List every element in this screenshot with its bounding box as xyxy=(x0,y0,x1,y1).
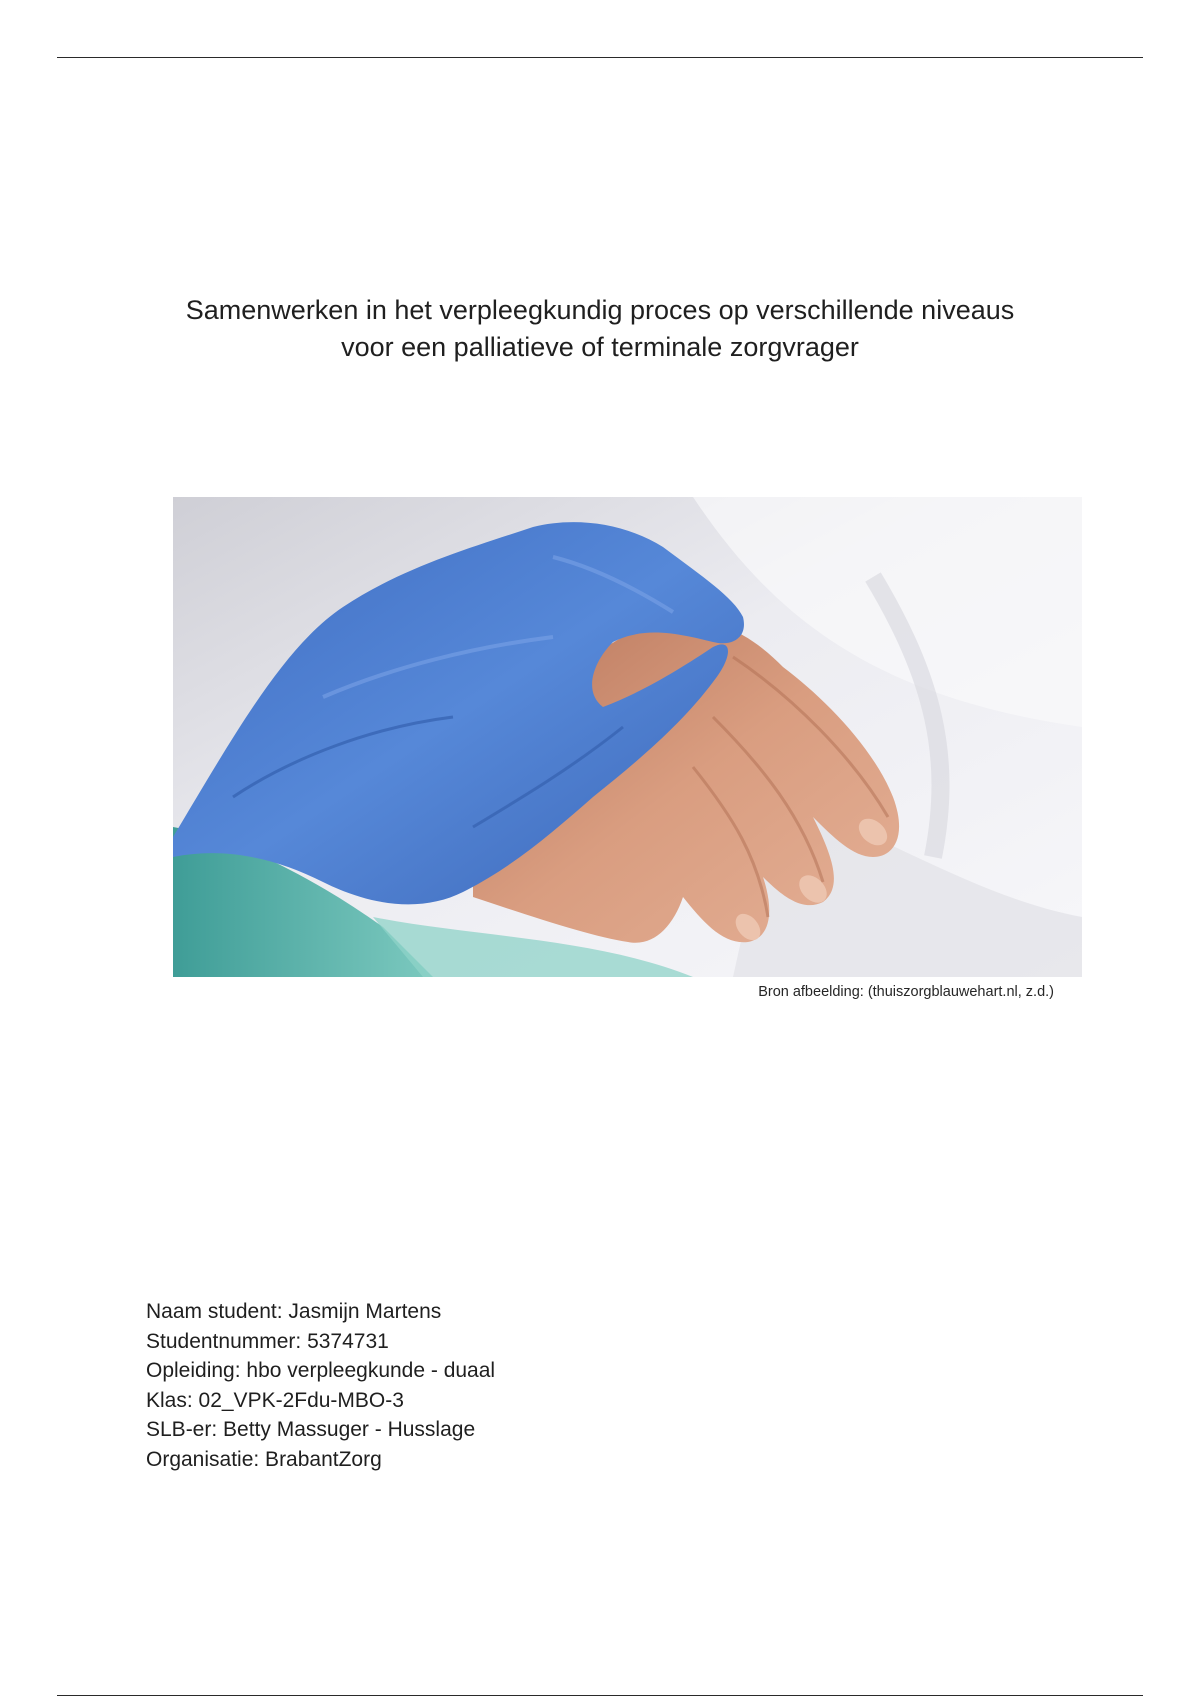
bottom-rule xyxy=(57,1695,1143,1696)
student-name: Naam student: Jasmijn Martens xyxy=(146,1300,442,1323)
student-number: Studentnummer: 5374731 xyxy=(146,1329,389,1353)
title-line-2: voor een palliatieve of terminale zorgvrager xyxy=(341,332,859,362)
document-title xyxy=(0,292,1200,366)
title-line-1: Samenwerken in het verpleegkundig proces op verschillende niveaus xyxy=(185,295,1015,325)
class: Klas: 02_VPK-2Fdu-MBO-3 xyxy=(146,1388,404,1412)
study-program: Opleiding: hbo verpleegkunde - duaal xyxy=(146,1359,496,1382)
study-coach: SLB-er: Betty Massuger - Husslage xyxy=(146,1418,476,1441)
organisation: Organisatie: BrabantZorg xyxy=(146,1447,382,1471)
cover-photo xyxy=(173,497,1082,977)
top-rule xyxy=(57,57,1143,58)
gloved-hand-holding-hand-photo xyxy=(173,497,1082,977)
student-info xyxy=(146,1297,495,1474)
image-caption: Bron afbeelding: (thuiszorgblauwehart.nl, z.d.) xyxy=(758,984,1054,1000)
